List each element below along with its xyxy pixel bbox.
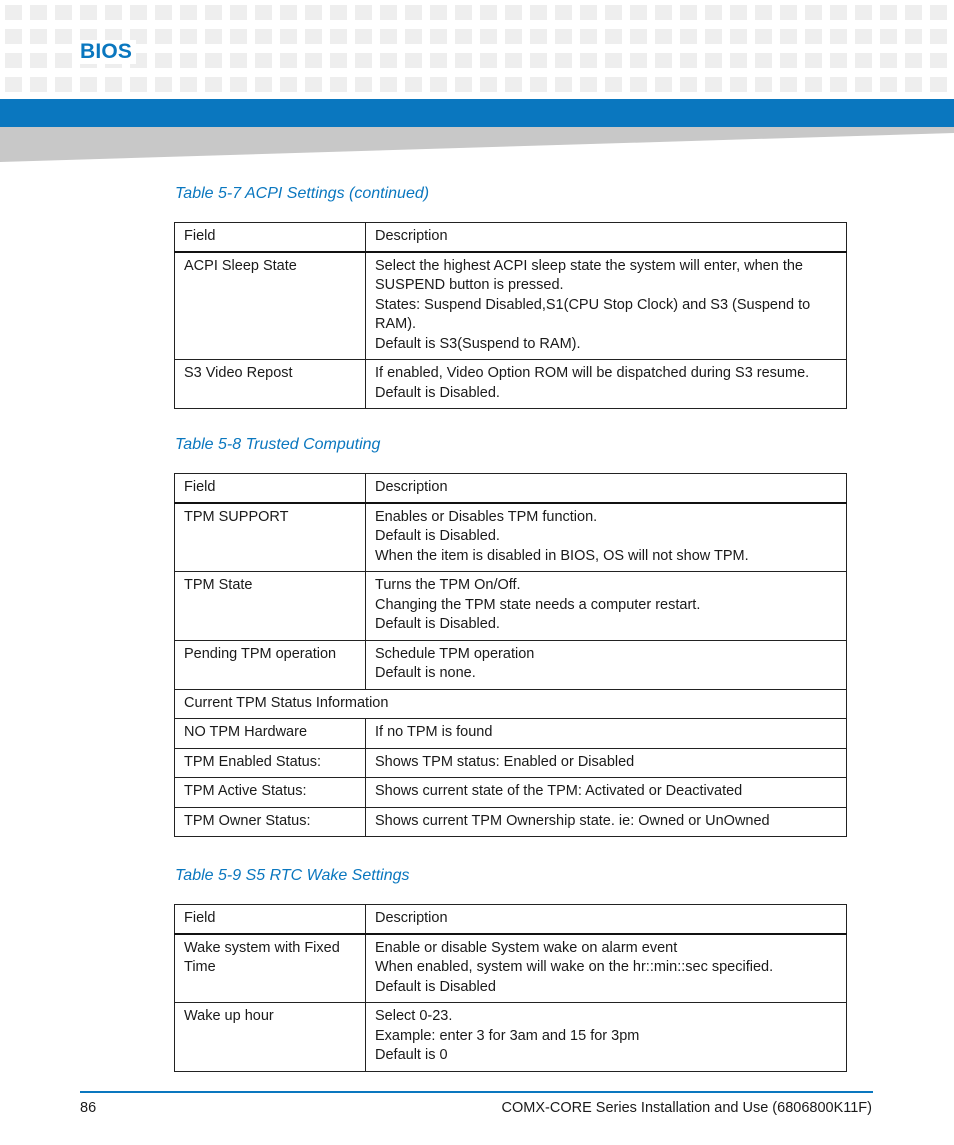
table-row — [175, 360, 847, 409]
description-line: Default is Disabled. — [375, 384, 500, 401]
table-row — [175, 572, 847, 641]
table-row — [175, 719, 847, 749]
table-row — [175, 503, 847, 572]
description-line: Default is Disabled. — [375, 616, 500, 632]
description-line: Turns the TPM On/Off. — [375, 577, 521, 593]
description-cell: If no TPM is found — [366, 719, 847, 749]
description-line: Default is S3(Suspend to RAM). — [375, 335, 581, 352]
field-cell: TPM Enabled Status: — [175, 748, 366, 778]
description-line: If enabled, Video Option ROM will be dispatched during S3 resume. — [375, 365, 810, 381]
description-cell — [366, 572, 847, 641]
header-gray-wedge — [0, 127, 954, 163]
header-description: Description — [366, 223, 847, 252]
description-cell — [366, 503, 847, 572]
field-cell: TPM Active Status: — [175, 778, 366, 808]
description-line: Schedule TPM operation — [375, 645, 535, 662]
description-line: When the item is disabled in BIOS, OS will not show TPM. — [375, 547, 749, 564]
field-cell: TPM State — [175, 572, 366, 641]
header-field: Field — [175, 474, 366, 503]
field-cell: TPM Owner Status: — [175, 807, 366, 837]
table-header-row — [175, 474, 847, 503]
table-caption-trusted-computing: Table 5-8 Trusted Computing — [175, 436, 381, 453]
description-line: Default is Disabled. — [375, 528, 500, 544]
acpi-settings-table — [174, 222, 847, 409]
field-cell: NO TPM Hardware — [175, 719, 366, 749]
table-caption-acpi: Table 5-7 ACPI Settings (continued) — [175, 185, 430, 202]
description-line: Enables or Disables TPM function. — [375, 508, 598, 525]
section-title: BIOS — [80, 40, 136, 64]
footer-rule — [80, 1091, 873, 1093]
header-blue-band — [0, 99, 954, 127]
table-row — [175, 1003, 847, 1072]
rtc-wake-table — [174, 904, 847, 1072]
table-header-row — [175, 905, 847, 934]
header-grid-pattern — [0, 0, 954, 98]
description-line: Default is none. — [375, 665, 476, 681]
description-line: Select the highest ACPI sleep state the system will enter, when the SUSPEND button is pressed. — [375, 257, 803, 293]
field-cell: ACPI Sleep State — [175, 252, 366, 360]
header-field: Field — [175, 223, 366, 252]
field-cell: Wake up hour — [175, 1003, 366, 1072]
header-pattern — [0, 0, 954, 98]
description-cell — [366, 640, 847, 689]
table-row-span — [175, 689, 847, 719]
description-cell: Shows TPM status: Enabled or Disabled — [366, 748, 847, 778]
field-cell: TPM SUPPORT — [175, 503, 366, 572]
description-line: Enable or disable System wake on alarm event — [375, 939, 678, 956]
table-row — [175, 934, 847, 1003]
field-cell: Wake system with Fixed Time — [175, 934, 366, 1003]
table-row — [175, 778, 847, 808]
span-cell: Current TPM Status Information — [175, 689, 847, 719]
description-line: Default is 0 — [375, 1047, 448, 1063]
table-header-row — [175, 223, 847, 252]
description-line: States: Suspend Disabled,S1(CPU Stop Clock) and S3 (Suspend to RAM). — [375, 296, 811, 332]
table-row — [175, 807, 847, 837]
trusted-computing-table — [174, 473, 847, 837]
header-description: Description — [366, 905, 847, 934]
table-row — [175, 640, 847, 689]
field-cell: S3 Video Repost — [175, 360, 366, 409]
page-number: 86 — [80, 1100, 97, 1116]
table-row — [175, 748, 847, 778]
description-line: Select 0-23. — [375, 1008, 453, 1024]
table-row — [175, 252, 847, 360]
description-cell: Shows current state of the TPM: Activated or Deactivated — [366, 778, 847, 808]
description-cell — [366, 252, 847, 360]
description-line: Changing the TPM state needs a computer restart. — [375, 596, 701, 613]
description-cell — [366, 360, 847, 409]
description-cell: Shows current TPM Ownership state. ie: Owned or UnOwned — [366, 807, 847, 837]
field-cell: Pending TPM operation — [175, 640, 366, 689]
description-line: Default is Disabled — [375, 978, 496, 995]
header-description: Description — [366, 474, 847, 503]
description-line: When enabled, system will wake on the hr::min::sec specified. — [375, 959, 774, 975]
description-cell — [366, 934, 847, 1003]
description-cell — [366, 1003, 847, 1072]
header-field: Field — [175, 905, 366, 934]
document-title: COMX-CORE Series Installation and Use (6806800K11F) — [501, 1100, 872, 1116]
description-line: Example: enter 3 for 3am and 15 for 3pm — [375, 1027, 640, 1044]
table-caption-rtc-wake: Table 5-9 S5 RTC Wake Settings — [175, 867, 410, 884]
